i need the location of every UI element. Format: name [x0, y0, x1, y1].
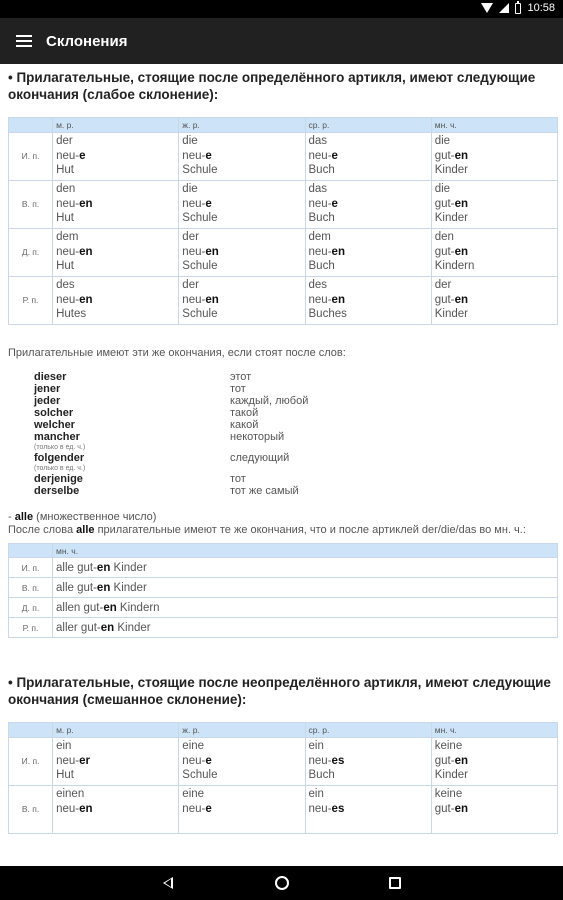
header-corner — [9, 723, 53, 738]
ending: e — [205, 802, 212, 815]
cell-line — [435, 787, 554, 802]
cell-line — [435, 293, 554, 308]
word-stem: Kinder — [434, 212, 468, 224]
cell-line — [309, 182, 428, 197]
ending: en — [331, 293, 345, 306]
word-stem: gut- — [434, 149, 455, 162]
section1-heading: • Прилагательные, стоящие после определённого артикля, имеют следующие окончания (слабое склонение): — [8, 70, 536, 102]
cell-line — [182, 182, 301, 197]
word-item — [8, 485, 555, 497]
ending: en — [79, 802, 93, 815]
word-item — [8, 395, 555, 407]
status-bar — [0, 0, 563, 18]
cell-line — [309, 134, 428, 149]
ending: en — [205, 245, 219, 258]
cell-line — [435, 163, 554, 178]
wifi-icon — [481, 3, 493, 13]
cell-line — [56, 739, 175, 754]
word-stem: ein — [308, 788, 324, 800]
mixed-declension-table — [8, 722, 558, 834]
word-stem: neu- — [182, 245, 206, 258]
cell-line — [309, 163, 428, 178]
case-label: В. п. — [9, 578, 53, 598]
word-stem: Schule — [182, 164, 218, 176]
word-text: Kinder — [114, 621, 151, 634]
ending: en — [79, 293, 93, 306]
word-stem: gut- — [434, 245, 455, 258]
word-stem: Schule — [182, 769, 218, 781]
cell-line — [56, 211, 175, 226]
battery-icon — [515, 3, 521, 14]
table-cell — [431, 133, 557, 181]
cell-line — [309, 149, 428, 164]
alle-note: - alle (множественное число) После слова alle прилагательные имеют те же окончания, что и после артиклей der/die/das во мн. ч.: — [8, 511, 526, 536]
cell-line — [182, 211, 301, 226]
cell-line — [56, 754, 175, 769]
word-stem: neu- — [182, 149, 206, 162]
word-stem: neu- — [56, 293, 80, 306]
word-stem: die — [182, 135, 198, 147]
word-text: Kindern — [116, 601, 160, 614]
word-translation: тот же самый — [230, 485, 299, 497]
word-stem: dem — [56, 231, 79, 243]
table-cell — [53, 181, 179, 229]
ending: en — [79, 197, 93, 210]
cell-line — [435, 754, 554, 769]
word-stem: einen — [56, 788, 85, 800]
word-stem: den — [434, 231, 454, 243]
cell-line — [182, 307, 301, 322]
ending: e — [205, 754, 212, 767]
ending: er — [79, 754, 90, 767]
cell-line — [309, 197, 428, 212]
table-cell — [53, 598, 558, 618]
cell-line — [435, 197, 554, 212]
word-stem: Kinder — [434, 164, 468, 176]
table-cell — [431, 277, 557, 325]
cell-line — [309, 245, 428, 260]
table-cell — [179, 229, 305, 277]
word-stem: Schule — [182, 212, 218, 224]
word-stem: neu- — [182, 293, 206, 306]
word-translation: следующий — [230, 452, 290, 464]
alle-table — [8, 543, 558, 638]
ending: e — [79, 149, 86, 162]
case-label: И. п. — [9, 558, 53, 578]
word-text: alle gut- — [56, 561, 97, 574]
table-cell — [53, 738, 179, 786]
word-stem: gut- — [434, 197, 455, 210]
table-cell — [305, 229, 431, 277]
cell-line — [309, 802, 428, 817]
word-item — [8, 452, 555, 464]
table-cell — [179, 786, 305, 834]
case-label: И. п. — [9, 738, 53, 786]
word-stem: Kinder — [434, 769, 468, 781]
table-row — [9, 598, 558, 618]
word-stem: ein — [308, 740, 324, 752]
ending: e — [205, 197, 212, 210]
word-stem: Schule — [182, 308, 218, 320]
table-cell — [53, 558, 558, 578]
ending: es — [331, 754, 345, 767]
signal-icon — [499, 3, 509, 13]
cell-line — [56, 802, 175, 817]
table-cell — [305, 181, 431, 229]
page-title: Склонения — [46, 32, 128, 50]
word-text: alle gut- — [56, 581, 97, 594]
cell-line — [435, 259, 554, 274]
ending: en — [454, 754, 468, 767]
word-stem: der — [182, 279, 199, 291]
cell-line — [309, 230, 428, 245]
table-cell — [305, 277, 431, 325]
word-stem: Buches — [308, 308, 347, 320]
cell-line — [182, 293, 301, 308]
cell-line — [56, 768, 175, 783]
home-icon[interactable] — [275, 876, 289, 890]
word-stem: Hut — [56, 164, 74, 176]
recents-icon[interactable] — [389, 877, 401, 889]
cell-line — [182, 787, 301, 802]
table-cell — [431, 786, 557, 834]
table-row — [9, 618, 558, 638]
case-label: Д. п. — [9, 598, 53, 618]
ending: en — [454, 245, 468, 258]
word-stem: Kinder — [434, 308, 468, 320]
table-cell — [179, 738, 305, 786]
column-header: ср. р. — [305, 723, 431, 738]
word-german: derjenige — [34, 473, 83, 485]
table-header-row — [9, 118, 558, 133]
word-german: solcher — [34, 407, 74, 419]
word-stem: die — [182, 183, 198, 195]
column-header: ж. р. — [179, 723, 305, 738]
column-header: м. р. — [53, 723, 179, 738]
table-row — [9, 133, 558, 181]
word-german: welcher — [34, 419, 75, 431]
case-label: И. п. — [9, 133, 53, 181]
word-list — [8, 371, 555, 497]
cell-line — [309, 768, 428, 783]
word-text: Kinder — [110, 581, 147, 594]
cell-line — [56, 278, 175, 293]
word-stem: neu- — [56, 754, 80, 767]
ending: en — [205, 293, 219, 306]
word-stem: neu- — [182, 197, 206, 210]
cell-line — [435, 802, 554, 817]
table-row — [9, 578, 558, 598]
cell-line — [182, 802, 301, 817]
word-stem: neu- — [308, 197, 332, 210]
table-cell — [179, 277, 305, 325]
word-stem: die — [434, 183, 451, 195]
section2-heading: • Прилагательные, стоящие после неопределённого артикля, имеют следующие окончания (смешанное склонение): — [8, 675, 551, 707]
word-item — [8, 431, 555, 443]
word-item — [8, 383, 555, 395]
weak-declension-table — [8, 117, 558, 325]
word-stem: Schule — [182, 260, 218, 272]
word-translation: каждый, любой — [230, 395, 309, 407]
word-stem: Buch — [308, 212, 335, 224]
content-scroll[interactable] — [0, 64, 563, 866]
word-stem: neu- — [182, 754, 206, 767]
back-icon[interactable] — [163, 877, 173, 889]
cell-line — [309, 787, 428, 802]
word-stem: Hut — [56, 260, 74, 272]
word-stem: der — [56, 135, 73, 147]
note-text: Прилагательные имеют эти же окончания, если стоят после слов: — [8, 347, 346, 359]
table-cell — [179, 181, 305, 229]
cell-line — [309, 211, 428, 226]
cell-line — [435, 768, 554, 783]
table-cell — [431, 229, 557, 277]
ending: e — [205, 149, 212, 162]
table-row — [9, 277, 558, 325]
word-text: aller gut- — [56, 621, 101, 634]
table-cell — [53, 618, 558, 638]
navigation-bar — [0, 866, 563, 900]
column-header: мн. ч. — [53, 544, 558, 558]
word-translation: этот — [230, 371, 252, 383]
word-item — [8, 371, 555, 383]
ending: en — [331, 245, 345, 258]
cell-line — [56, 149, 175, 164]
case-label: Р. п. — [9, 618, 53, 638]
word-stem: Buch — [308, 769, 335, 781]
cell-line — [435, 739, 554, 754]
table-row — [9, 181, 558, 229]
case-label: Д. п. — [9, 229, 53, 277]
word-stem: Hut — [56, 769, 74, 781]
word-note: (только в ед. ч.) — [34, 465, 86, 472]
cell-line — [182, 754, 301, 769]
table-cell — [53, 229, 179, 277]
column-header: м. р. — [53, 118, 179, 133]
word-translation: такой — [230, 407, 259, 419]
cell-line — [435, 211, 554, 226]
ending: en — [454, 293, 468, 306]
cell-line — [309, 739, 428, 754]
cell-line — [309, 293, 428, 308]
word-stem: neu- — [308, 802, 332, 815]
word-stem: eine — [182, 788, 205, 800]
word-stem: neu- — [56, 197, 80, 210]
case-label: В. п. — [9, 181, 53, 229]
ending: e — [331, 197, 338, 210]
word-stem: neu- — [308, 754, 332, 767]
word-stem: neu- — [308, 293, 332, 306]
cell-line — [56, 197, 175, 212]
word-translation: тот — [230, 473, 246, 485]
ending: en — [454, 149, 468, 162]
cell-line — [182, 134, 301, 149]
status-time: 10:58 — [527, 2, 555, 14]
word-german: folgender — [34, 452, 85, 464]
word-stem: das — [308, 135, 328, 147]
cell-line — [56, 787, 175, 802]
table-row — [9, 558, 558, 578]
word-stem: den — [56, 183, 76, 195]
table-cell — [431, 738, 557, 786]
cell-line — [182, 163, 301, 178]
word-german: mancher — [34, 431, 80, 443]
word-stem: keine — [434, 788, 463, 800]
cell-line — [435, 230, 554, 245]
ending: es — [331, 802, 345, 815]
word-german: dieser — [34, 371, 67, 383]
cell-line — [56, 245, 175, 260]
word-stem: der — [182, 231, 199, 243]
cell-line — [435, 182, 554, 197]
table-cell — [179, 133, 305, 181]
word-stem: gut- — [434, 293, 455, 306]
ending: en — [100, 621, 115, 634]
word-stem: ein — [56, 740, 72, 752]
table-header-row — [9, 723, 558, 738]
cell-line — [182, 197, 301, 212]
cell-line — [56, 230, 175, 245]
word-translation: тот — [230, 383, 246, 395]
cell-line — [56, 307, 175, 322]
word-stem: gut- — [434, 754, 455, 767]
word-stem: keine — [434, 740, 463, 752]
word-stem: neu- — [308, 245, 332, 258]
ending: en — [454, 802, 468, 815]
table-cell — [53, 786, 179, 834]
column-header: ж. р. — [179, 118, 305, 133]
table-row — [9, 786, 558, 834]
cell-line — [309, 754, 428, 769]
word-stem: dem — [308, 231, 331, 243]
cell-line — [435, 245, 554, 260]
word-german: derselbe — [34, 485, 80, 497]
cell-line — [56, 163, 175, 178]
cell-line — [182, 739, 301, 754]
table-cell — [305, 133, 431, 181]
cell-line — [309, 259, 428, 274]
cell-line — [309, 307, 428, 322]
word-stem: die — [434, 135, 451, 147]
menu-icon[interactable] — [16, 32, 32, 50]
cell-line — [56, 134, 175, 149]
word-stem: das — [308, 183, 328, 195]
column-header: мн. ч. — [431, 723, 557, 738]
cell-line — [435, 134, 554, 149]
word-stem: neu- — [56, 245, 80, 258]
header-corner — [9, 118, 53, 133]
case-label: В. п. — [9, 786, 53, 834]
app-bar — [0, 18, 563, 64]
column-header: мн. ч. — [431, 118, 557, 133]
cell-line — [309, 278, 428, 293]
table-cell — [53, 578, 558, 598]
cell-line — [435, 278, 554, 293]
word-stem: neu- — [56, 149, 80, 162]
word-stem: Buch — [308, 260, 335, 272]
word-stem: neu- — [308, 149, 332, 162]
word-text: Kinder — [110, 561, 147, 574]
word-stem: Kindern — [434, 260, 475, 272]
word-stem: neu- — [56, 802, 80, 815]
table-cell — [305, 738, 431, 786]
cell-line — [435, 307, 554, 322]
word-stem: Buch — [308, 164, 335, 176]
cell-line — [182, 259, 301, 274]
header-corner — [9, 544, 53, 558]
word-stem: der — [434, 279, 452, 291]
cell-line — [182, 768, 301, 783]
word-item — [8, 473, 555, 485]
table-row — [9, 229, 558, 277]
ending: en — [454, 197, 468, 210]
word-stem: eine — [182, 740, 205, 752]
table-cell — [53, 277, 179, 325]
word-translation: некоторый — [230, 431, 285, 443]
cell-line — [56, 259, 175, 274]
word-item — [8, 407, 555, 419]
word-german: jener — [34, 383, 61, 395]
cell-line — [56, 182, 175, 197]
cell-line — [182, 278, 301, 293]
cell-line — [56, 293, 175, 308]
word-stem: gut- — [434, 802, 455, 815]
ending: en — [103, 601, 117, 614]
cell-line — [182, 230, 301, 245]
word-stem: Hutes — [56, 308, 87, 320]
cell-line — [182, 149, 301, 164]
case-label: Р. п. — [9, 277, 53, 325]
ending: en — [79, 245, 93, 258]
word-stem: des — [308, 279, 328, 291]
word-text: allen gut- — [56, 601, 104, 614]
cell-line — [182, 245, 301, 260]
word-stem: Hut — [56, 212, 74, 224]
word-translation: какой — [230, 419, 259, 431]
table-cell — [53, 133, 179, 181]
ending: en — [96, 561, 111, 574]
ending: en — [96, 581, 111, 594]
table-row — [9, 738, 558, 786]
table-cell — [431, 181, 557, 229]
table-cell — [305, 786, 431, 834]
column-header: ср. р. — [305, 118, 431, 133]
ending: e — [331, 149, 338, 162]
word-stem: neu- — [182, 802, 206, 815]
word-note: (только в ед. ч.) — [34, 444, 86, 451]
word-item — [8, 419, 555, 431]
word-german: jeder — [34, 395, 61, 407]
table-header-row — [9, 544, 558, 558]
cell-line — [435, 149, 554, 164]
word-stem: des — [56, 279, 75, 291]
